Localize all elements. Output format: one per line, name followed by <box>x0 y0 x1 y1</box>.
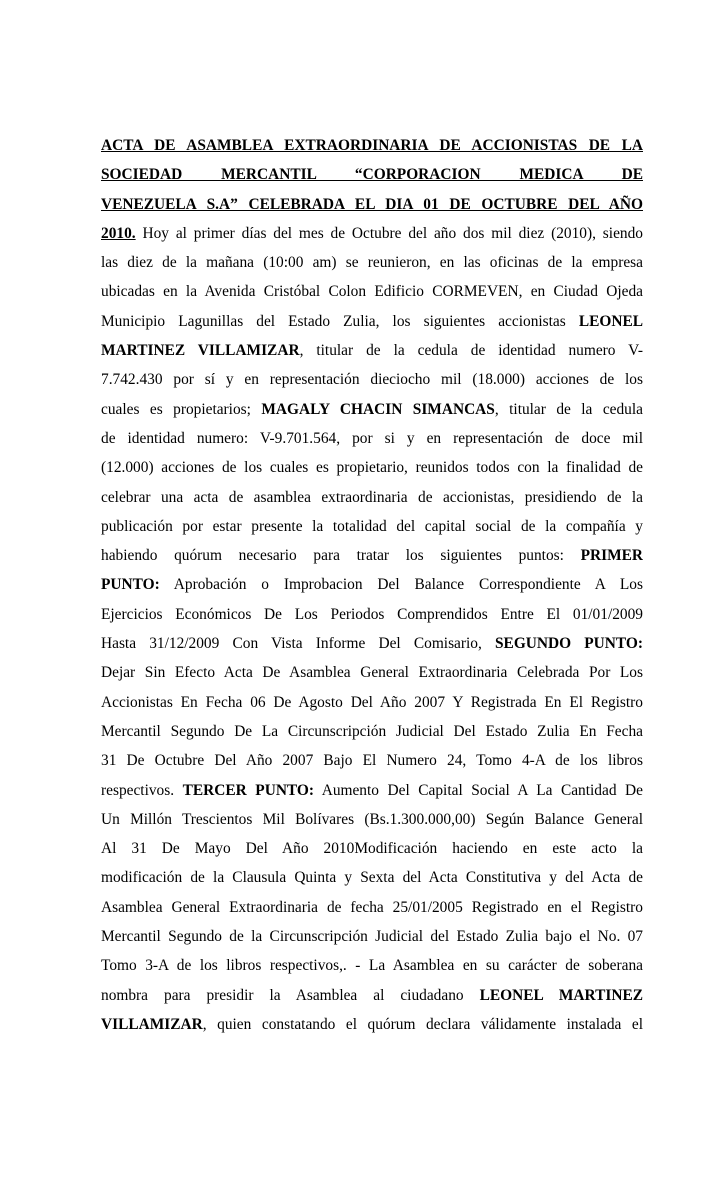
text-line <box>101 483 643 512</box>
text-run: celebrar una acta de asamblea extraordinaria de accionistas, presidiendo de la <box>101 488 643 506</box>
text-line <box>101 131 643 160</box>
text-run: Aprobación o Improbacion Del Balance Correspondiente A Los <box>159 576 643 594</box>
text-line <box>101 160 643 189</box>
bold-text-run: SEGUNDO PUNTO: <box>495 635 643 653</box>
text-line <box>101 863 643 892</box>
bold-text-run: MAGALY CHACIN SIMANCAS <box>261 400 495 418</box>
text-line <box>101 717 643 746</box>
text-run: de identidad numero: V-9.701.564, por si y en representación de doce mil <box>101 429 643 447</box>
text-run: las diez de la mañana (10:00 am) se reunieron, en las oficinas de la empresa <box>101 254 643 272</box>
text-run: Tomo 3-A de los libros respectivos,. - La Asamblea en su carácter de soberana <box>101 957 643 975</box>
text-line <box>101 746 643 775</box>
bold-text-run: ACTA DE ASAMBLEA EXTRAORDINARIA DE ACCIONISTAS DE LA <box>101 137 643 154</box>
text-run: , quien constatando el quórum declara válidamente instalada el <box>202 1015 643 1033</box>
text-line <box>101 512 643 541</box>
text-line <box>101 395 643 424</box>
text-line <box>101 307 643 336</box>
bold-text-run: VILLAMIZAR <box>101 1015 203 1033</box>
text-line <box>101 1010 643 1039</box>
text-line <box>101 541 643 570</box>
text-line <box>101 981 643 1010</box>
text-line <box>101 336 643 365</box>
text-line <box>101 190 643 219</box>
text-run: Aumento Del Capital Social A La Cantidad De <box>314 781 643 799</box>
text-run: (12.000) acciones de los cuales es propietario, reunidos todos con la finalidad de <box>101 459 643 477</box>
text-run: Municipio Lagunillas del Estado Zulia, los siguientes accionistas <box>101 312 579 330</box>
bold-text-run: PRIMER <box>580 547 643 565</box>
text-run: , titular de la cedula <box>494 400 643 418</box>
bold-text-run: PUNTO: <box>101 576 160 594</box>
text-run: Mercantil Segundo de la Circunscripción Judicial del Estado Zulia bajo el No. 07 <box>101 928 643 946</box>
text-run: Asamblea General Extraordinaria de fecha 25/01/2005 Registrado en el Registro <box>101 898 643 916</box>
text-run: modificación de la Clausula Quinta y Sexta del Acta Constitutiva y del Acta de <box>101 869 643 887</box>
text-line <box>101 629 643 658</box>
text-run: nombra para presidir la Asamblea al ciudadano <box>101 986 480 1004</box>
text-run: cuales es propietarios; <box>101 400 262 418</box>
text-run: 7.742.430 por sí y en representación dieciocho mil (18.000) acciones de los <box>101 371 643 389</box>
bold-text-run: LEONEL MARTINEZ <box>479 986 643 1004</box>
text-run: , titular de la cedula de identidad numero V- <box>299 342 643 360</box>
text-line <box>101 453 643 482</box>
text-run: Un Millón Trescientos Mil Bolívares (Bs.1.300.000,00) Según Balance General <box>101 810 643 828</box>
text-line <box>101 805 643 834</box>
text-line <box>101 570 643 599</box>
bold-text-run: TERCER PUNTO: <box>182 781 315 799</box>
text-line <box>101 688 643 717</box>
text-run: Hoy al primer días del mes de Octubre del año dos mil diez (2010), siendo <box>135 224 643 242</box>
text-line <box>101 424 643 453</box>
text-run: ubicadas en la Avenida Cristóbal Colon Edificio CORMEVEN, en Ciudad Ojeda <box>101 283 643 301</box>
text-line <box>101 776 643 805</box>
bold-text-run: 2010. <box>101 224 136 242</box>
text-run: Mercantil Segundo De La Circunscripción Judicial Del Estado Zulia En Fecha <box>101 722 643 740</box>
text-line <box>101 834 643 863</box>
text-line <box>101 922 643 951</box>
text-run: Dejar Sin Efecto Acta De Asamblea General Extraordinaria Celebrada Por Los <box>101 664 643 682</box>
document-body <box>101 131 643 1039</box>
text-line <box>101 248 643 277</box>
text-line <box>101 893 643 922</box>
bold-text-run: VENEZUELA S.A” CELEBRADA EL DIA 01 DE OCTUBRE DEL AÑO <box>101 195 643 213</box>
bold-text-run: SOCIEDAD MERCANTIL “CORPORACION MEDICA DE <box>101 166 643 184</box>
text-run: publicación por estar presente la totalidad del capital social de la compañía y <box>101 517 643 535</box>
text-line <box>101 365 643 394</box>
bold-text-run: LEONEL <box>578 312 643 330</box>
text-run: Al 31 De Mayo Del Año 2010Modificación haciendo en este acto la <box>101 840 643 858</box>
text-run: Ejercicios Económicos De Los Periodos Comprendidos Entre El 01/01/2009 <box>101 605 643 623</box>
text-run: Accionistas En Fecha 06 De Agosto Del Año 2007 Y Registrada En El Registro <box>101 693 643 711</box>
text-line <box>101 658 643 687</box>
text-line <box>101 951 643 980</box>
text-run: 31 De Octubre Del Año 2007 Bajo El Numero 24, Tomo 4-A de los libros <box>101 752 643 770</box>
text-line <box>101 219 643 248</box>
text-run: Hasta 31/12/2009 Con Vista Informe Del Comisario, <box>101 635 495 653</box>
text-run: habiendo quórum necesario para tratar los siguientes puntos: <box>101 547 581 565</box>
text-line <box>101 600 643 629</box>
text-run: respectivos. <box>101 781 183 799</box>
bold-text-run: MARTINEZ VILLAMIZAR <box>101 342 300 360</box>
text-line <box>101 277 643 306</box>
